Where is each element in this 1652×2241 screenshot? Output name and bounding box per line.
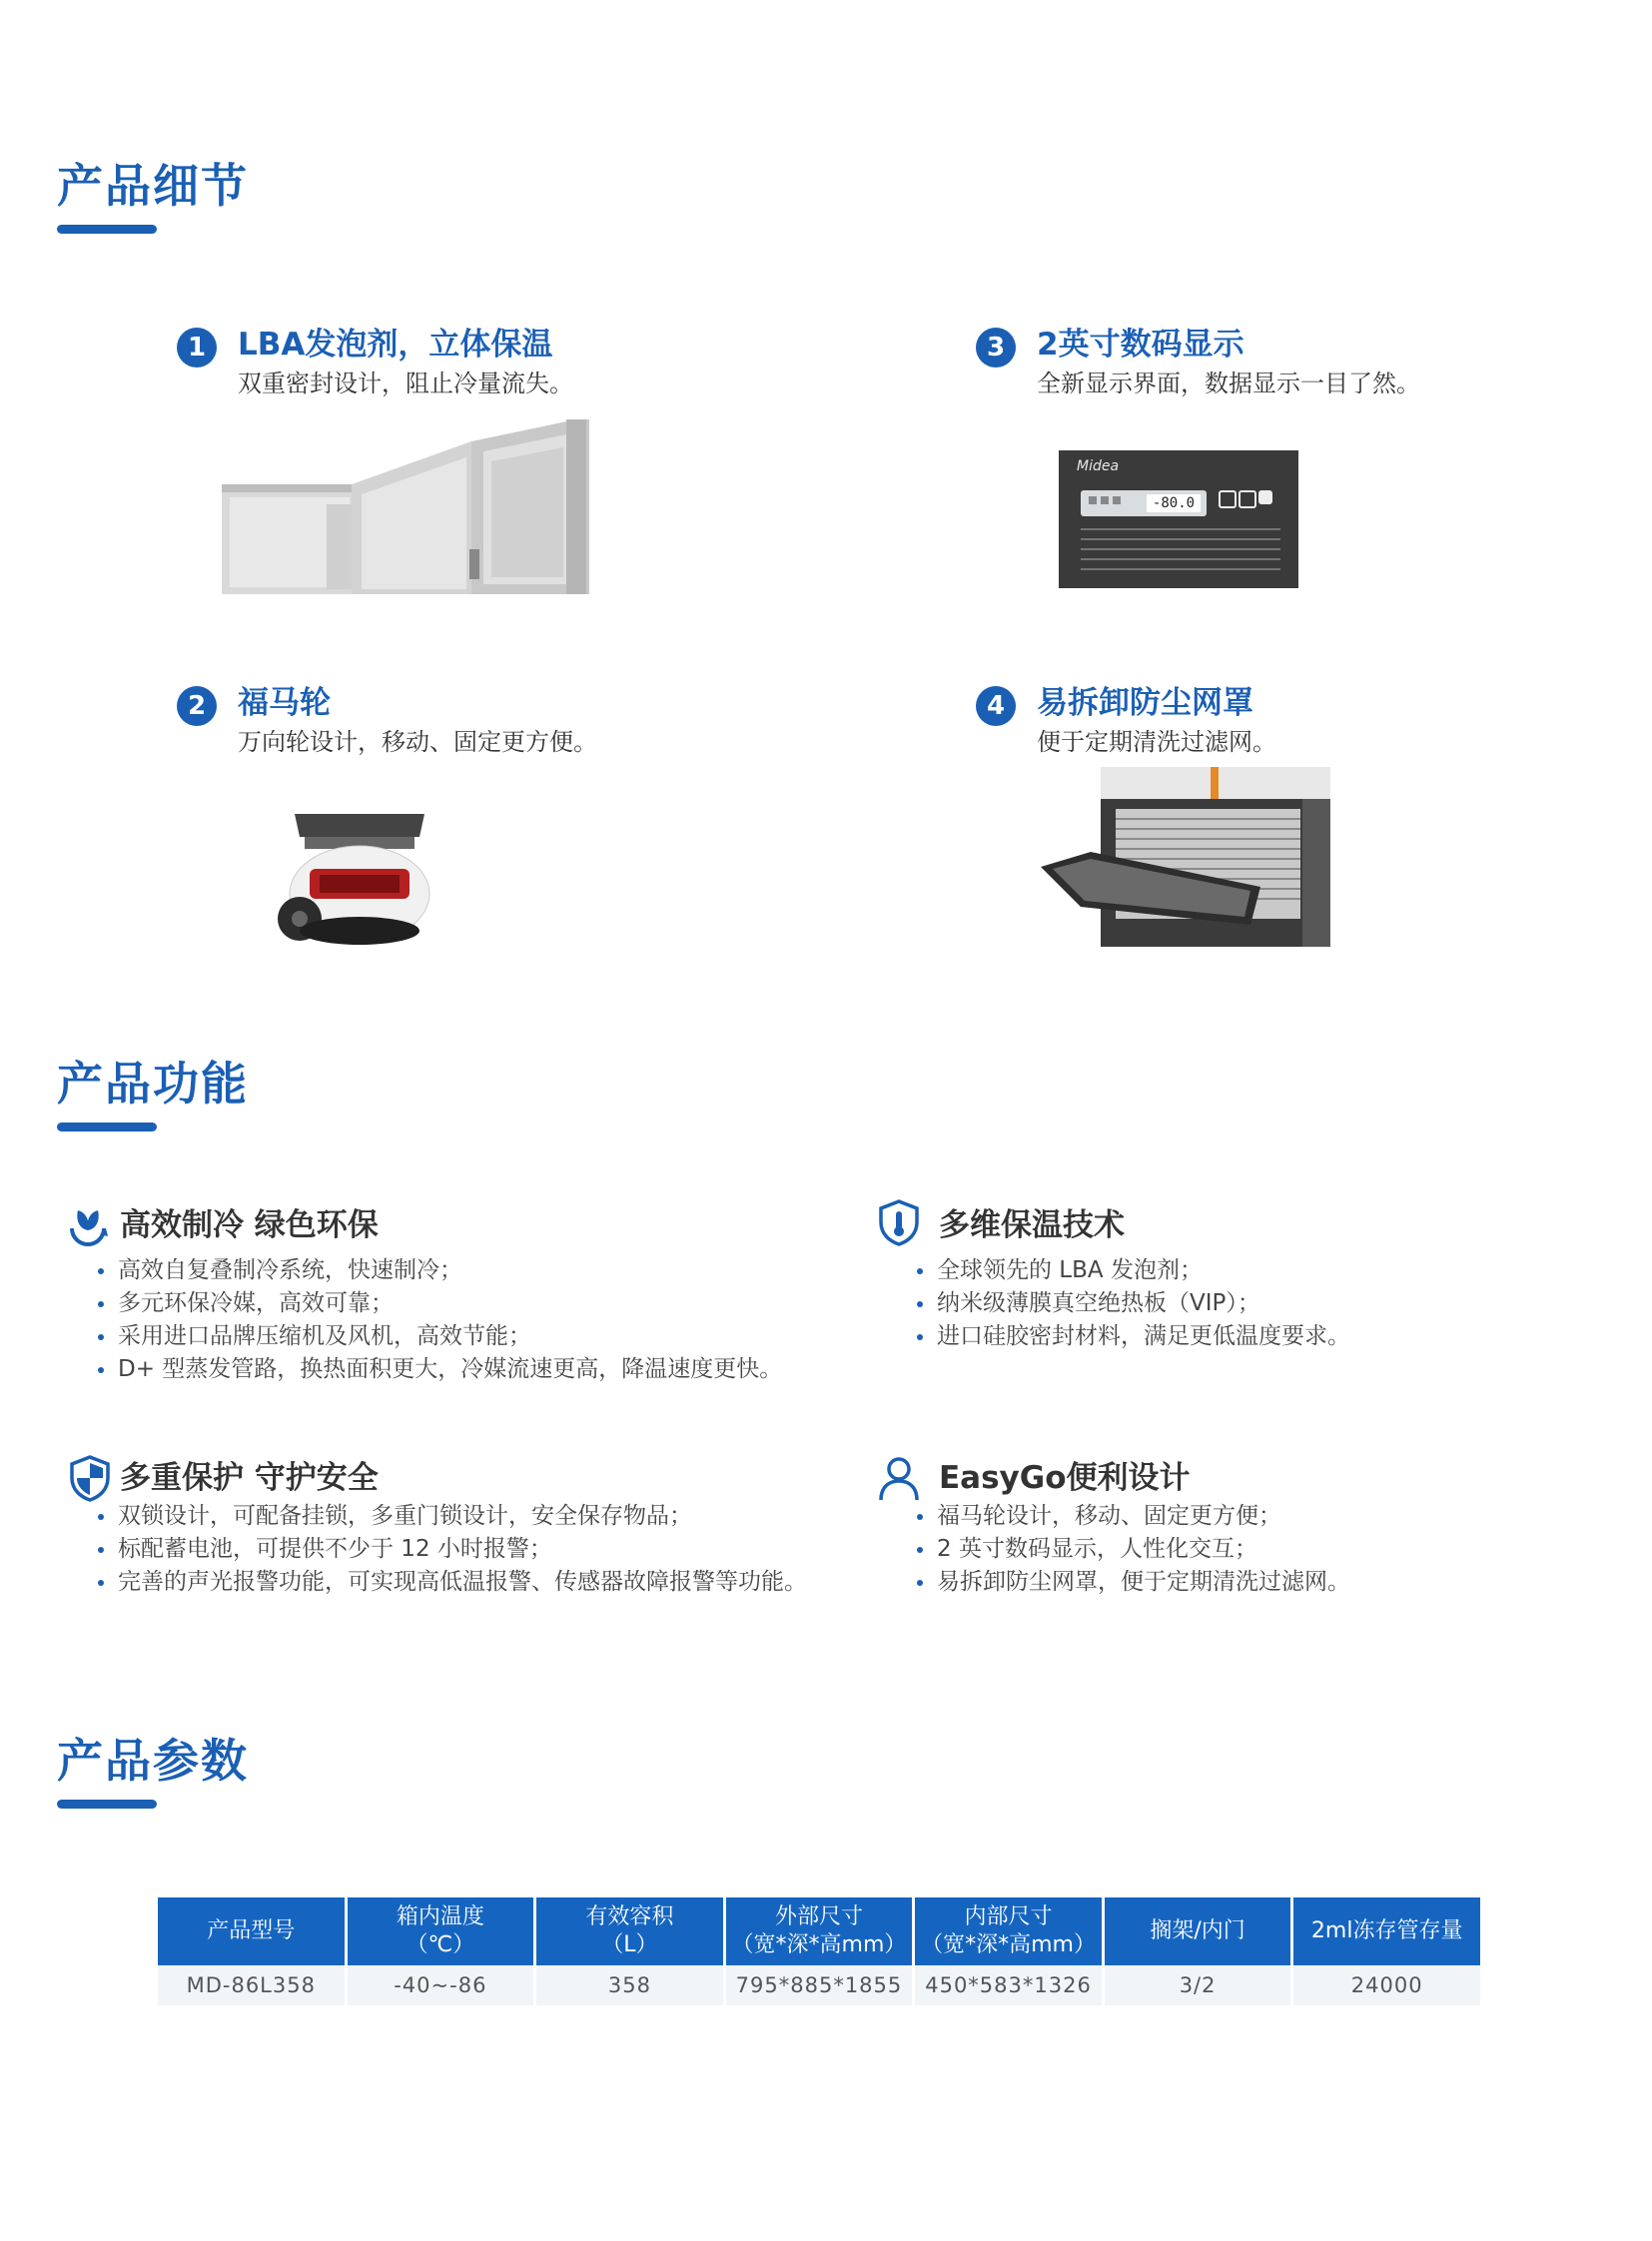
- panel-button-1: [1219, 490, 1237, 508]
- list-item: 双锁设计，可配备挂锁，多重门锁设计，安全保存物品；: [98, 1500, 817, 1533]
- table-cell-temp: -40~-86: [348, 1965, 534, 2005]
- list-item: 多元环保冷媒，高效可靠；: [98, 1287, 817, 1320]
- feature-title-protection: 多重保护 守护安全: [120, 1460, 379, 1496]
- list-item: 采用进口品牌压缩机及风机，高效节能；: [98, 1320, 817, 1353]
- leaf-recycle-icon: [64, 1200, 112, 1248]
- table-row: [158, 1965, 1480, 2005]
- list-item: 易拆卸防尘网罩，便于定期清洗过滤网。: [917, 1566, 1476, 1599]
- table-cell-ext-size: 795*885*1855: [726, 1965, 913, 2005]
- section-title-params: 产品参数: [57, 1734, 249, 1788]
- item-number-4: 4: [976, 686, 1016, 726]
- detail-title-2: 福马轮: [238, 685, 331, 721]
- list-item: 进口硅胶密封材料，满足更低温度要求。: [917, 1320, 1476, 1353]
- shield-icon: [66, 1454, 114, 1502]
- feature-list-cooling: [98, 1254, 817, 1386]
- section-title-details: 产品细节: [57, 159, 249, 213]
- brand-logo: Midea: [1077, 458, 1120, 474]
- lcd-screen: [1081, 490, 1207, 516]
- feature-title-insulation: 多维保温技术: [939, 1207, 1125, 1243]
- table-header-int-size: 内部尺寸 （宽*深*高mm）: [915, 1897, 1102, 1965]
- table-header-capacity: 2ml冻存管存量: [1293, 1897, 1480, 1965]
- detail-subtitle-2: 万向轮设计，移动、固定更方便。: [238, 728, 597, 756]
- item-number-3: 3: [976, 328, 1016, 368]
- temperature-readout: -80.0: [1147, 494, 1201, 512]
- section-underline: [57, 1800, 157, 1809]
- list-item: 标配蓄电池，可提供不少于 12 小时报警；: [98, 1533, 817, 1566]
- detail-subtitle-1: 双重密封设计，阻止冷量流失。: [238, 370, 573, 397]
- list-item: 高效自复叠制冷系统，快速制冷；: [98, 1254, 817, 1287]
- table-cell-shelves: 3/2: [1105, 1965, 1291, 2005]
- table-cell-model: MD-86L358: [158, 1965, 345, 2005]
- list-item: 福马轮设计，移动、固定更方便；: [917, 1500, 1476, 1533]
- caster-wheel-image: [265, 809, 434, 949]
- table-header-volume: 有效容积 （L）: [536, 1897, 723, 1965]
- item-number-1: 1: [177, 328, 217, 368]
- list-item: 2 英寸数码显示，人性化交互；: [917, 1533, 1476, 1566]
- feature-title-easygo: EasyGo便利设计: [939, 1460, 1191, 1496]
- table-cell-capacity: 24000: [1293, 1965, 1480, 2005]
- section-title-features: 产品功能: [57, 1057, 249, 1111]
- dust-filter-image: [1041, 767, 1330, 947]
- item-number-2: 2: [177, 686, 217, 726]
- door-seal-image: [222, 419, 589, 594]
- feature-title-cooling: 高效制冷 绿色环保: [120, 1207, 379, 1243]
- detail-subtitle-4: 便于定期清洗过滤网。: [1037, 728, 1276, 756]
- panel-legend-lines: [1081, 528, 1280, 578]
- feature-list-easygo: [917, 1500, 1476, 1599]
- table-header-temp: 箱内温度 （℃）: [348, 1897, 534, 1965]
- detail-title-3: 2英寸数码显示: [1037, 327, 1244, 363]
- list-item: 纳米级薄膜真空绝热板（VIP）；: [917, 1287, 1476, 1320]
- digital-display-panel: [1059, 450, 1298, 588]
- list-item: D+ 型蒸发管路，换热面积更大，冷媒流速更高，降温速度更快。: [98, 1353, 817, 1386]
- table-header-model: 产品型号: [158, 1897, 345, 1965]
- table-cell-int-size: 450*583*1326: [915, 1965, 1102, 2005]
- panel-button-2: [1239, 490, 1256, 508]
- panel-button-3: [1258, 490, 1272, 504]
- table-header-row: [158, 1897, 1480, 1965]
- table-header-ext-size: 外部尺寸 （宽*深*高mm）: [726, 1897, 913, 1965]
- list-item: 全球领先的 LBA 发泡剂；: [917, 1254, 1476, 1287]
- spec-table: [155, 1897, 1483, 2005]
- thermometer-shield-icon: [875, 1198, 923, 1246]
- detail-title-1: LBA发泡剂，立体保温: [238, 327, 553, 363]
- section-underline: [57, 225, 157, 234]
- table-header-shelves: 搁架/内门: [1105, 1897, 1291, 1965]
- feature-list-protection: [98, 1500, 817, 1599]
- detail-subtitle-3: 全新显示界面，数据显示一目了然。: [1037, 370, 1420, 397]
- user-icon: [875, 1454, 923, 1502]
- table-cell-volume: 358: [536, 1965, 723, 2005]
- feature-list-insulation: [917, 1254, 1476, 1353]
- section-underline: [57, 1122, 157, 1131]
- detail-title-4: 易拆卸防尘网罩: [1037, 685, 1253, 721]
- list-item: 完善的声光报警功能，可实现高低温报警、传感器故障报警等功能。: [98, 1566, 817, 1599]
